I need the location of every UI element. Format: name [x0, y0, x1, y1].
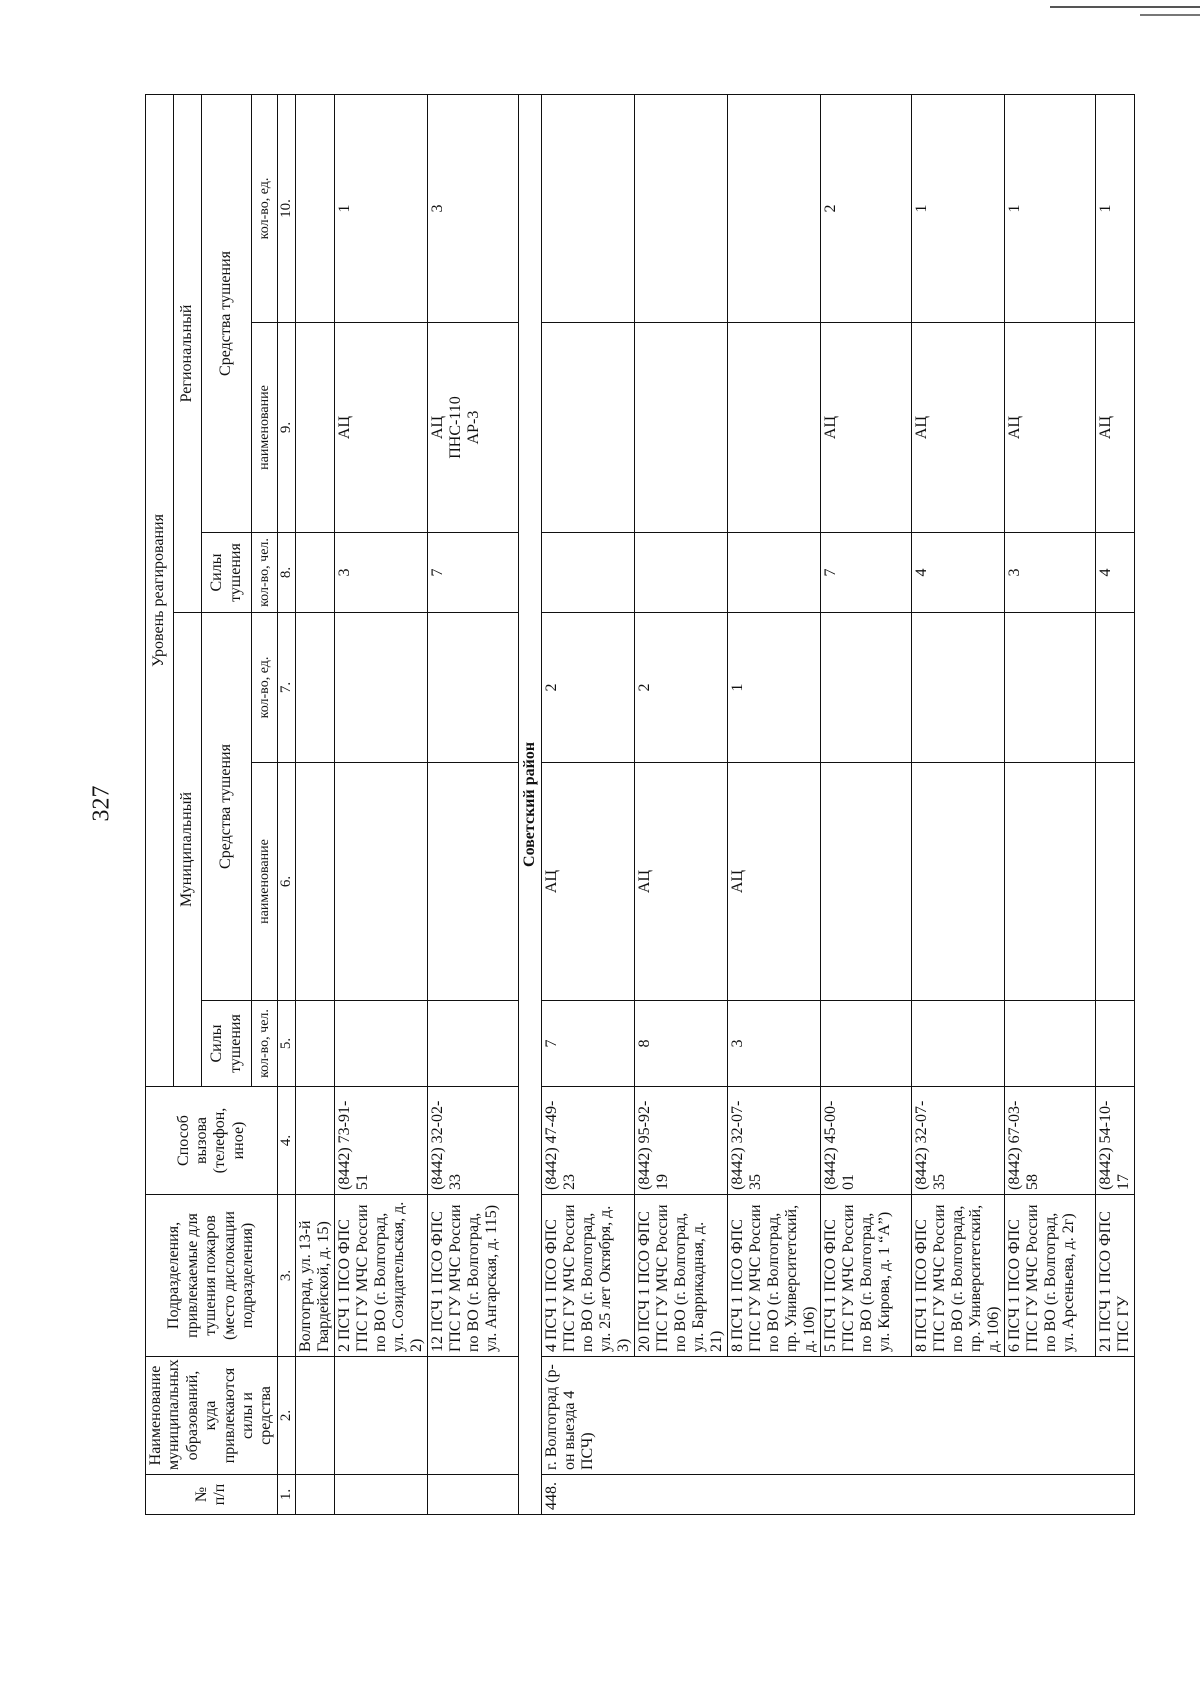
municipal-means-qty-cell — [1095, 613, 1134, 763]
col-num: 6. — [277, 763, 295, 1001]
regional-means-name-cell: АЦ — [334, 323, 427, 533]
header-forces-regional: Силы тушения — [201, 533, 252, 613]
regional-means-name-cell — [541, 323, 634, 533]
scan-edge-line — [1050, 6, 1200, 8]
municipal-means-name-cell — [820, 763, 911, 1001]
col-num: 8. — [277, 533, 295, 613]
unit-cell: Волгоград, ул. 13-й Гвардейской, д. 15) — [295, 1195, 334, 1357]
unit-cell: 4 ПСЧ 1 ПСО ФПС ГПС ГУ МЧС России по ВО (г. Волгоград, ул. 25 лет Октября, д. 3) — [541, 1195, 634, 1357]
phone-cell: (8442) 67-03-58 — [1004, 1087, 1095, 1195]
regional-means-qty-cell: 1 — [1095, 94, 1134, 322]
phone-cell: (8442) 32-07-35 — [727, 1087, 820, 1195]
header-municipal: Муниципальный — [173, 613, 201, 1087]
col-num: 5. — [277, 1001, 295, 1087]
phone-cell: (8442) 45-00-01 — [820, 1087, 911, 1195]
municipal-forces-cell — [295, 1001, 334, 1087]
municipal-means-name-cell — [295, 763, 334, 1001]
phone-cell: (8442) 47-49-23 — [541, 1087, 634, 1195]
regional-forces-cell — [541, 533, 634, 613]
unit-cell: 21 ПСЧ 1 ПСО ФПС ГПС ГУ — [1095, 1195, 1134, 1357]
header-municipality: Наименование муниципальных образований, куда привлекаются силы и средства — [146, 1357, 278, 1475]
municipal-means-name-cell — [334, 763, 427, 1001]
municipal-means-qty-cell: 2 — [634, 613, 727, 763]
table-row — [911, 94, 1004, 1514]
header-name-m: наименование — [252, 763, 277, 1001]
regional-means-name-cell: АЦ — [1095, 323, 1134, 533]
municipal-means-name-cell: АЦ — [541, 763, 634, 1001]
regional-means-name-cell: АЦ ПНС-110 АР-3 — [427, 323, 518, 533]
col-num: 4. — [277, 1087, 295, 1195]
header-name-r: наименование — [252, 323, 277, 533]
regional-means-name-cell — [634, 323, 727, 533]
municipality-cell — [334, 1357, 427, 1475]
regional-forces-cell: 7 — [820, 533, 911, 613]
regional-means-qty-cell — [295, 94, 334, 322]
col-num: 1. — [277, 1475, 295, 1515]
municipality-cell — [427, 1357, 518, 1475]
row-number-cell — [295, 1475, 334, 1515]
municipal-forces-cell: 7 — [541, 1001, 634, 1087]
regional-forces-cell: 3 — [334, 533, 427, 613]
page-number: 327 — [88, 785, 115, 822]
phone-cell: (8442) 32-02-33 — [427, 1087, 518, 1195]
municipal-forces-cell: 8 — [634, 1001, 727, 1087]
regional-means-qty-cell: 1 — [1004, 94, 1095, 322]
regional-forces-cell: 4 — [911, 533, 1004, 613]
regional-means-name-cell: АЦ — [1004, 323, 1095, 533]
table-row — [1095, 94, 1134, 1514]
col-num: 9. — [277, 323, 295, 533]
regional-forces-cell: 4 — [1095, 533, 1134, 613]
header-qty-people-m: кол-во, чел. — [252, 1001, 277, 1087]
municipal-means-name-cell: АЦ — [727, 763, 820, 1001]
col-num: 7. — [277, 613, 295, 763]
group-number-cell: 448. — [541, 1475, 1134, 1515]
regional-forces-cell — [634, 533, 727, 613]
regional-means-qty-cell: 1 — [334, 94, 427, 322]
phone-cell: (8442) 95-92-19 — [634, 1087, 727, 1195]
regional-means-name-cell: АЦ — [820, 323, 911, 533]
group-municipality-cell: г. Волгоград (р-он выезда 4 ПСЧ) — [541, 1357, 1134, 1475]
municipal-forces-cell — [1004, 1001, 1095, 1087]
regional-means-qty-cell: 3 — [427, 94, 518, 322]
regional-means-name-cell — [295, 323, 334, 533]
municipal-means-qty-cell — [334, 613, 427, 763]
municipal-means-name-cell — [911, 763, 1004, 1001]
header-qty-people-r: кол-во, чел. — [252, 533, 277, 613]
unit-cell: 12 ПСЧ 1 ПСО ФПС ГПС ГУ МЧС России по ВО (г. Волгоград, ул. Ангарская, д. 115) — [427, 1195, 518, 1357]
col-num: 3. — [277, 1195, 295, 1357]
municipal-means-name-cell — [1095, 763, 1134, 1001]
row-number-cell — [427, 1475, 518, 1515]
table-row — [541, 94, 634, 1514]
regional-means-qty-cell — [634, 94, 727, 322]
municipal-means-name-cell — [427, 763, 518, 1001]
header-call: Способ вызова (телефон, иное) — [146, 1087, 278, 1195]
col-num: 2. — [277, 1357, 295, 1475]
municipal-forces-cell — [427, 1001, 518, 1087]
header-means-municipal: Средства тушения — [201, 613, 252, 1001]
unit-cell: 20 ПСЧ 1 ПСО ФПС ГПС ГУ МЧС России по ВО (г. Волгоград, ул. Баррикадная, д. 21) — [634, 1195, 727, 1357]
regional-forces-cell — [295, 533, 334, 613]
municipal-means-qty-cell — [820, 613, 911, 763]
municipal-forces-cell — [1095, 1001, 1134, 1087]
municipal-forces-cell — [911, 1001, 1004, 1087]
regional-means-name-cell: АЦ — [911, 323, 1004, 533]
header-forces-municipal: Силы тушения — [201, 1001, 252, 1087]
municipal-forces-cell — [820, 1001, 911, 1087]
regional-forces-cell: 3 — [1004, 533, 1095, 613]
header-qty-units-r: кол-во, ед. — [252, 94, 277, 322]
municipal-means-qty-cell: 1 — [727, 613, 820, 763]
municipality-cell — [295, 1357, 334, 1475]
phone-cell — [295, 1087, 334, 1195]
table-row — [1004, 94, 1095, 1514]
header-units: Подразделения, привлекаемые для тушения пожаров (место дислокации подразделения) — [146, 1195, 278, 1357]
unit-cell: 6 ПСЧ 1 ПСО ФПС ГПС ГУ МЧС России по ВО (г. Волгоград, ул. Арсеньева, д. 2г) — [1004, 1195, 1095, 1357]
regional-forces-cell: 7 — [427, 533, 518, 613]
row-number-cell — [334, 1475, 427, 1515]
table-row — [727, 94, 820, 1514]
header-regional: Региональный — [173, 94, 201, 612]
municipal-means-qty-cell — [911, 613, 1004, 763]
rotated-table-container — [145, 95, 1195, 1515]
municipal-means-qty-cell: 2 — [541, 613, 634, 763]
municipal-means-name-cell: АЦ — [634, 763, 727, 1001]
header-means-regional: Средства тушения — [201, 94, 252, 532]
municipal-means-qty-cell — [295, 613, 334, 763]
phone-cell: (8442) 32-07-35 — [911, 1087, 1004, 1195]
municipal-forces-cell — [334, 1001, 427, 1087]
district-name: Советский район — [518, 94, 541, 1514]
regional-means-name-cell — [727, 323, 820, 533]
regional-forces-cell — [727, 533, 820, 613]
phone-cell: (8442) 73-91-51 — [334, 1087, 427, 1195]
municipal-forces-cell: 3 — [727, 1001, 820, 1087]
header-level: Уровень реагирования — [146, 94, 174, 1086]
fire-response-table — [145, 94, 1135, 1515]
district-row — [518, 94, 541, 1514]
column-numbers-row — [277, 94, 295, 1514]
scan-edge-line — [1140, 14, 1200, 16]
unit-cell: 2 ПСЧ 1 ПСО ФПС ГПС ГУ МЧС России по ВО (г. Волгоград, ул. Созидательская, д. 2) — [334, 1195, 427, 1357]
regional-means-qty-cell — [727, 94, 820, 322]
table-row — [295, 94, 334, 1514]
unit-cell: 5 ПСЧ 1 ПСО ФПС ГПС ГУ МЧС России по ВО (г. Волгоград, ул. Кирова, д. 1 “А”) — [820, 1195, 911, 1357]
municipal-means-qty-cell — [427, 613, 518, 763]
unit-cell: 8 ПСЧ 1 ПСО ФПС ГПС ГУ МЧС России по ВО (г. Волгограда, пр. Университетский, д. 106) — [911, 1195, 1004, 1357]
header-no: № п/п — [146, 1475, 278, 1515]
table-row — [634, 94, 727, 1514]
phone-cell: (8442) 54-10-17 — [1095, 1087, 1134, 1195]
table-row — [427, 94, 518, 1514]
regional-means-qty-cell — [541, 94, 634, 322]
regional-means-qty-cell: 2 — [820, 94, 911, 322]
table-row — [334, 94, 427, 1514]
col-num: 10. — [277, 94, 295, 322]
unit-cell: 8 ПСЧ 1 ПСО ФПС ГПС ГУ МЧС России по ВО (г. Волгоград, пр. Университетский, д. 106) — [727, 1195, 820, 1357]
regional-means-qty-cell: 1 — [911, 94, 1004, 322]
table-row — [820, 94, 911, 1514]
municipal-means-name-cell — [1004, 763, 1095, 1001]
municipal-means-qty-cell — [1004, 613, 1095, 763]
header-qty-units-m: кол-во, ед. — [252, 613, 277, 763]
